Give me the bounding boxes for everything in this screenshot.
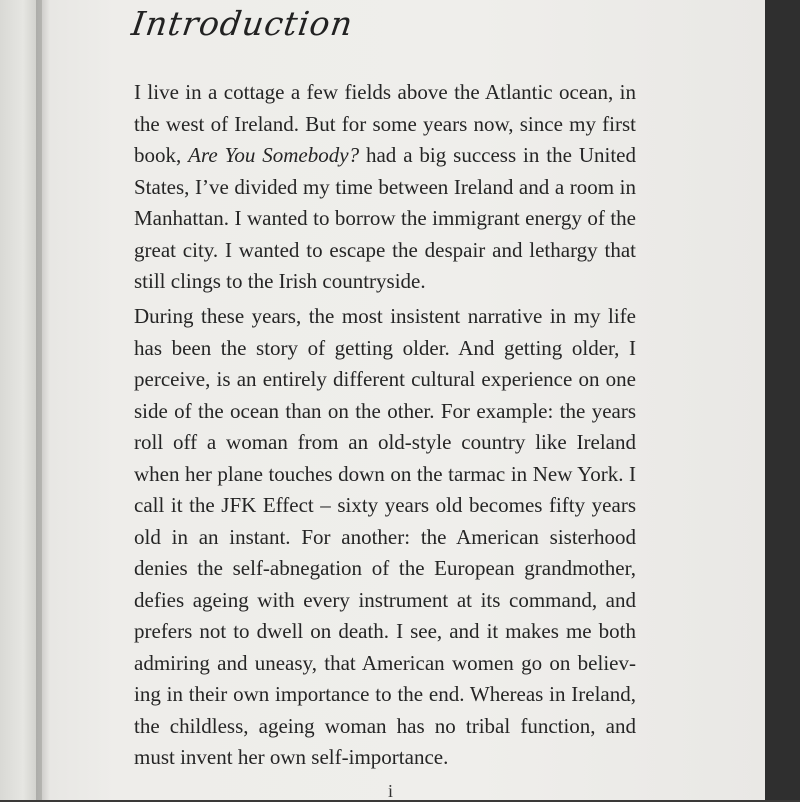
paragraph-1-text-end: had a big success in the United States, I’ve divided my time between Ireland and a room in Manhattan. I wanted to borrow the immigrant energy of the great city. I wanted to escape the despair and lethargy that still clings to the Irish countryside. — [134, 143, 637, 293]
page-folio: i — [388, 781, 394, 801]
book-title: Are You Somebody? — [188, 143, 360, 167]
paragraph-1 — [134, 77, 636, 298]
paragraph-1-text-start: I live in a cottage a few fields above the Atlantic ocean, in the west of Ireland. But for some years now, since my first book, — [134, 80, 636, 167]
chapter-title: Introduction — [129, 4, 356, 43]
paragraph-2: During these years, the most insistent narrative in my life has been the story of getting older. And getting older, I perceive, is an entirely different cultural experience on one side of the ocean than on the other. For example: the years roll off a woman from an old-style country like Ireland when her plane touches down on the tarmac in New York. I call it the JFK Effect – sixty years old becomes fifty years old in an instant. For another: the American sisterhood denies the self-abnegation of the European grandmother, defies ageing with every instrument at its command, and prefers not to dwell on death. I see, and it makes me both admiring and uneasy, that American women go on believing in their own importance to the end. Whereas in Ireland, the childless, ageing woman has no tribal function, and must invent her own self-importance. — [134, 304, 636, 769]
page-stack-edge — [765, 0, 800, 800]
book-gutter-shadow — [36, 0, 50, 800]
